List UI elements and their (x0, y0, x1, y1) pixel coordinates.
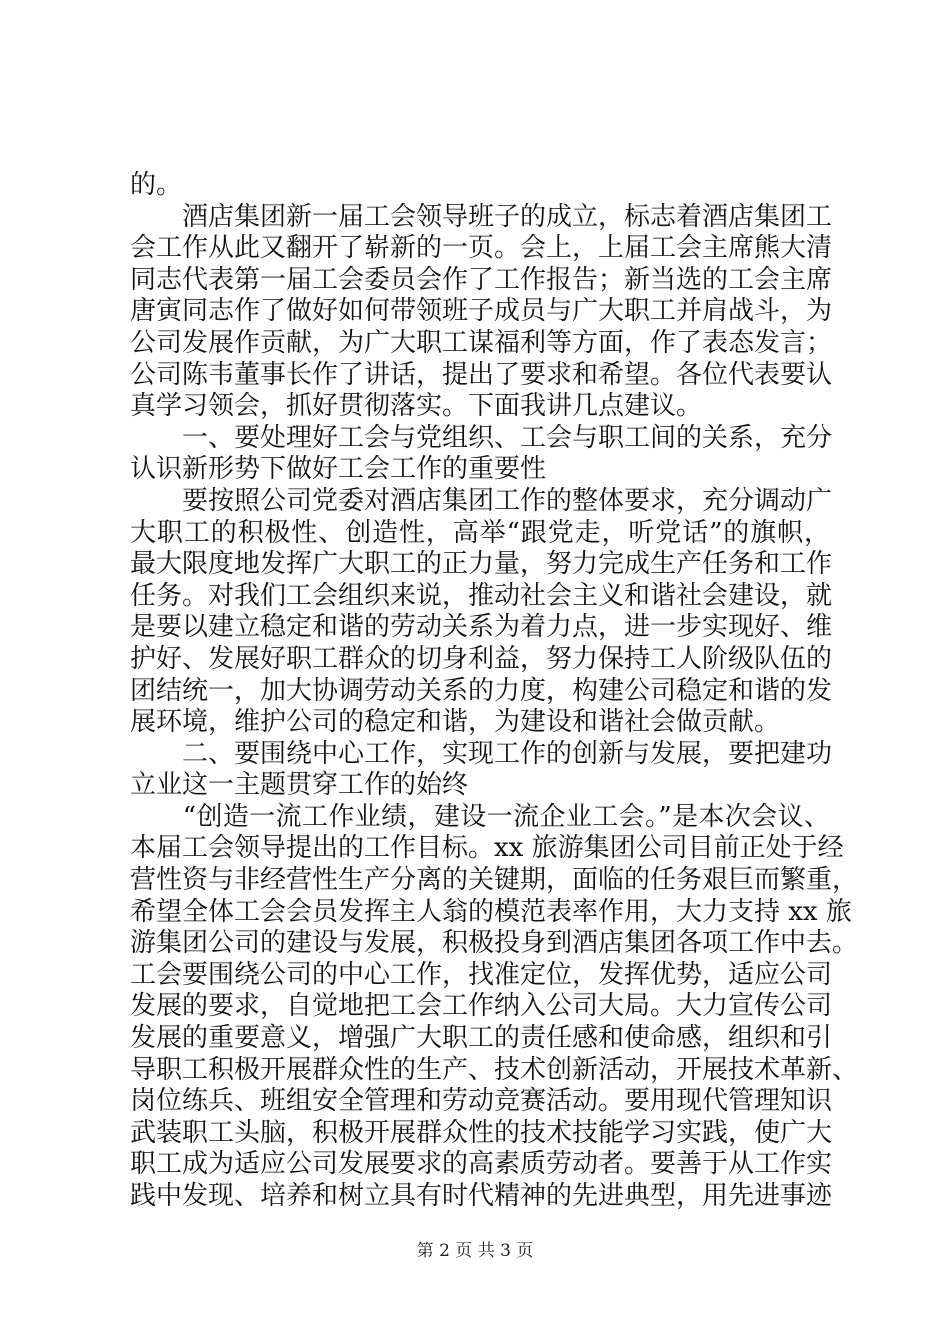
text-line: 导职工积极开展群众性的生产、技术创新活动，开展技术革新、 (130, 1054, 859, 1085)
text-line: 酒店集团新一届工会领导班子的成立，标志着酒店集团工 (130, 201, 833, 232)
text-line: 公司发展作贡献，为广大职工谋福利等方面，作了表态发言； (130, 327, 833, 358)
text-line: 认识新形势下做好工会工作的重要性 (130, 454, 547, 485)
text-line: 团结统一，加大协调劳动关系的力度，构建公司稳定和谐的发 (130, 675, 833, 706)
text-line: 的。 (130, 170, 183, 200)
text-line: 发展的重要意义，增强广大职工的责任感和使命感，组织和引 (130, 1023, 833, 1054)
text-line: 发展的要求，自觉地把工会工作纳入公司大局。大力宣传公司 (130, 991, 833, 1022)
text-line: 立业这一主题贯穿工作的始终 (130, 770, 469, 801)
text-line: 岗位练兵、班组安全管理和劳动竞赛活动。要用现代管理知识 (130, 1086, 833, 1117)
text-line: 真学习领会，抓好贯彻落实。下面我讲几点建议。 (130, 391, 703, 422)
page-footer: 第 2 页 共 3 页 (416, 1241, 534, 1261)
text-line: 唐寅同志作了做好如何带领班子成员与广大职工并肩战斗，为 (130, 296, 833, 327)
text-line: 大职工的积极性、创造性，高举“跟党走，听党话”的旗帜， (130, 517, 830, 548)
text-line: 最大限度地发挥广大职工的正力量，努力完成生产任务和工作 (130, 549, 833, 580)
text-line: 二、要围绕中心工作，实现工作的创新与发展，要把建功 (130, 738, 833, 769)
text-line: 是要以建立稳定和谐的劳动关系为着力点，进一步实现好、维 (130, 612, 833, 643)
text-line: 营性资与非经营性生产分离的关键期，面临的任务艰巨而繁重， (130, 865, 859, 896)
text-line: 任务。对我们工会组织来说，推动社会主义和谐社会建设，就 (130, 580, 833, 611)
text-line: 武装职工头脑，积极开展群众性的技术技能学习实践，使广大 (130, 1117, 833, 1148)
text-line: 职工成为适应公司发展要求的高素质劳动者。要善于从工作实 (130, 1149, 833, 1180)
text-line: 同志代表第一届工会委员会作了工作报告；新当选的工会主席 (130, 264, 833, 295)
text-line: 护好、发展好职工群众的切身利益，努力保持工人阶级队伍的 (130, 643, 833, 674)
text-line: 工会要围绕公司的中心工作，找准定位，发挥优势，适应公司 (130, 959, 833, 990)
document-body (130, 170, 859, 1213)
text-line: 一、要处理好工会与党组织、工会与职工间的关系，充分 (130, 422, 833, 453)
text-line: “创造一流工作业绩，建设一流企业工会。”是本次会议、 (130, 801, 830, 832)
text-line: 会工作从此又翻开了崭新的一页。会上，上届工会主席熊大清 (130, 233, 833, 264)
text-line: 展环境，维护公司的稳定和谐，为建设和谐社会做贡献。 (130, 707, 781, 738)
text-line: 希望全体工会会员发挥主人翁的模范表率作用，大力支持 xx 旅 (130, 896, 852, 927)
text-line: 践中发现、培养和树立具有时代精神的先进典型，用先进事迹 (130, 1181, 833, 1211)
text-line: 要按照公司党委对酒店集团工作的整体要求，充分调动广 (130, 485, 833, 516)
text-line: 本届工会领导提出的工作目标。xx 旅游集团公司目前正处于经 (130, 833, 844, 864)
text-line: 公司陈韦董事长作了讲话，提出了要求和希望。各位代表要认 (130, 359, 833, 390)
text-line: 游集团公司的建设与发展，积极投身到酒店集团各项工作中去。 (130, 928, 859, 959)
